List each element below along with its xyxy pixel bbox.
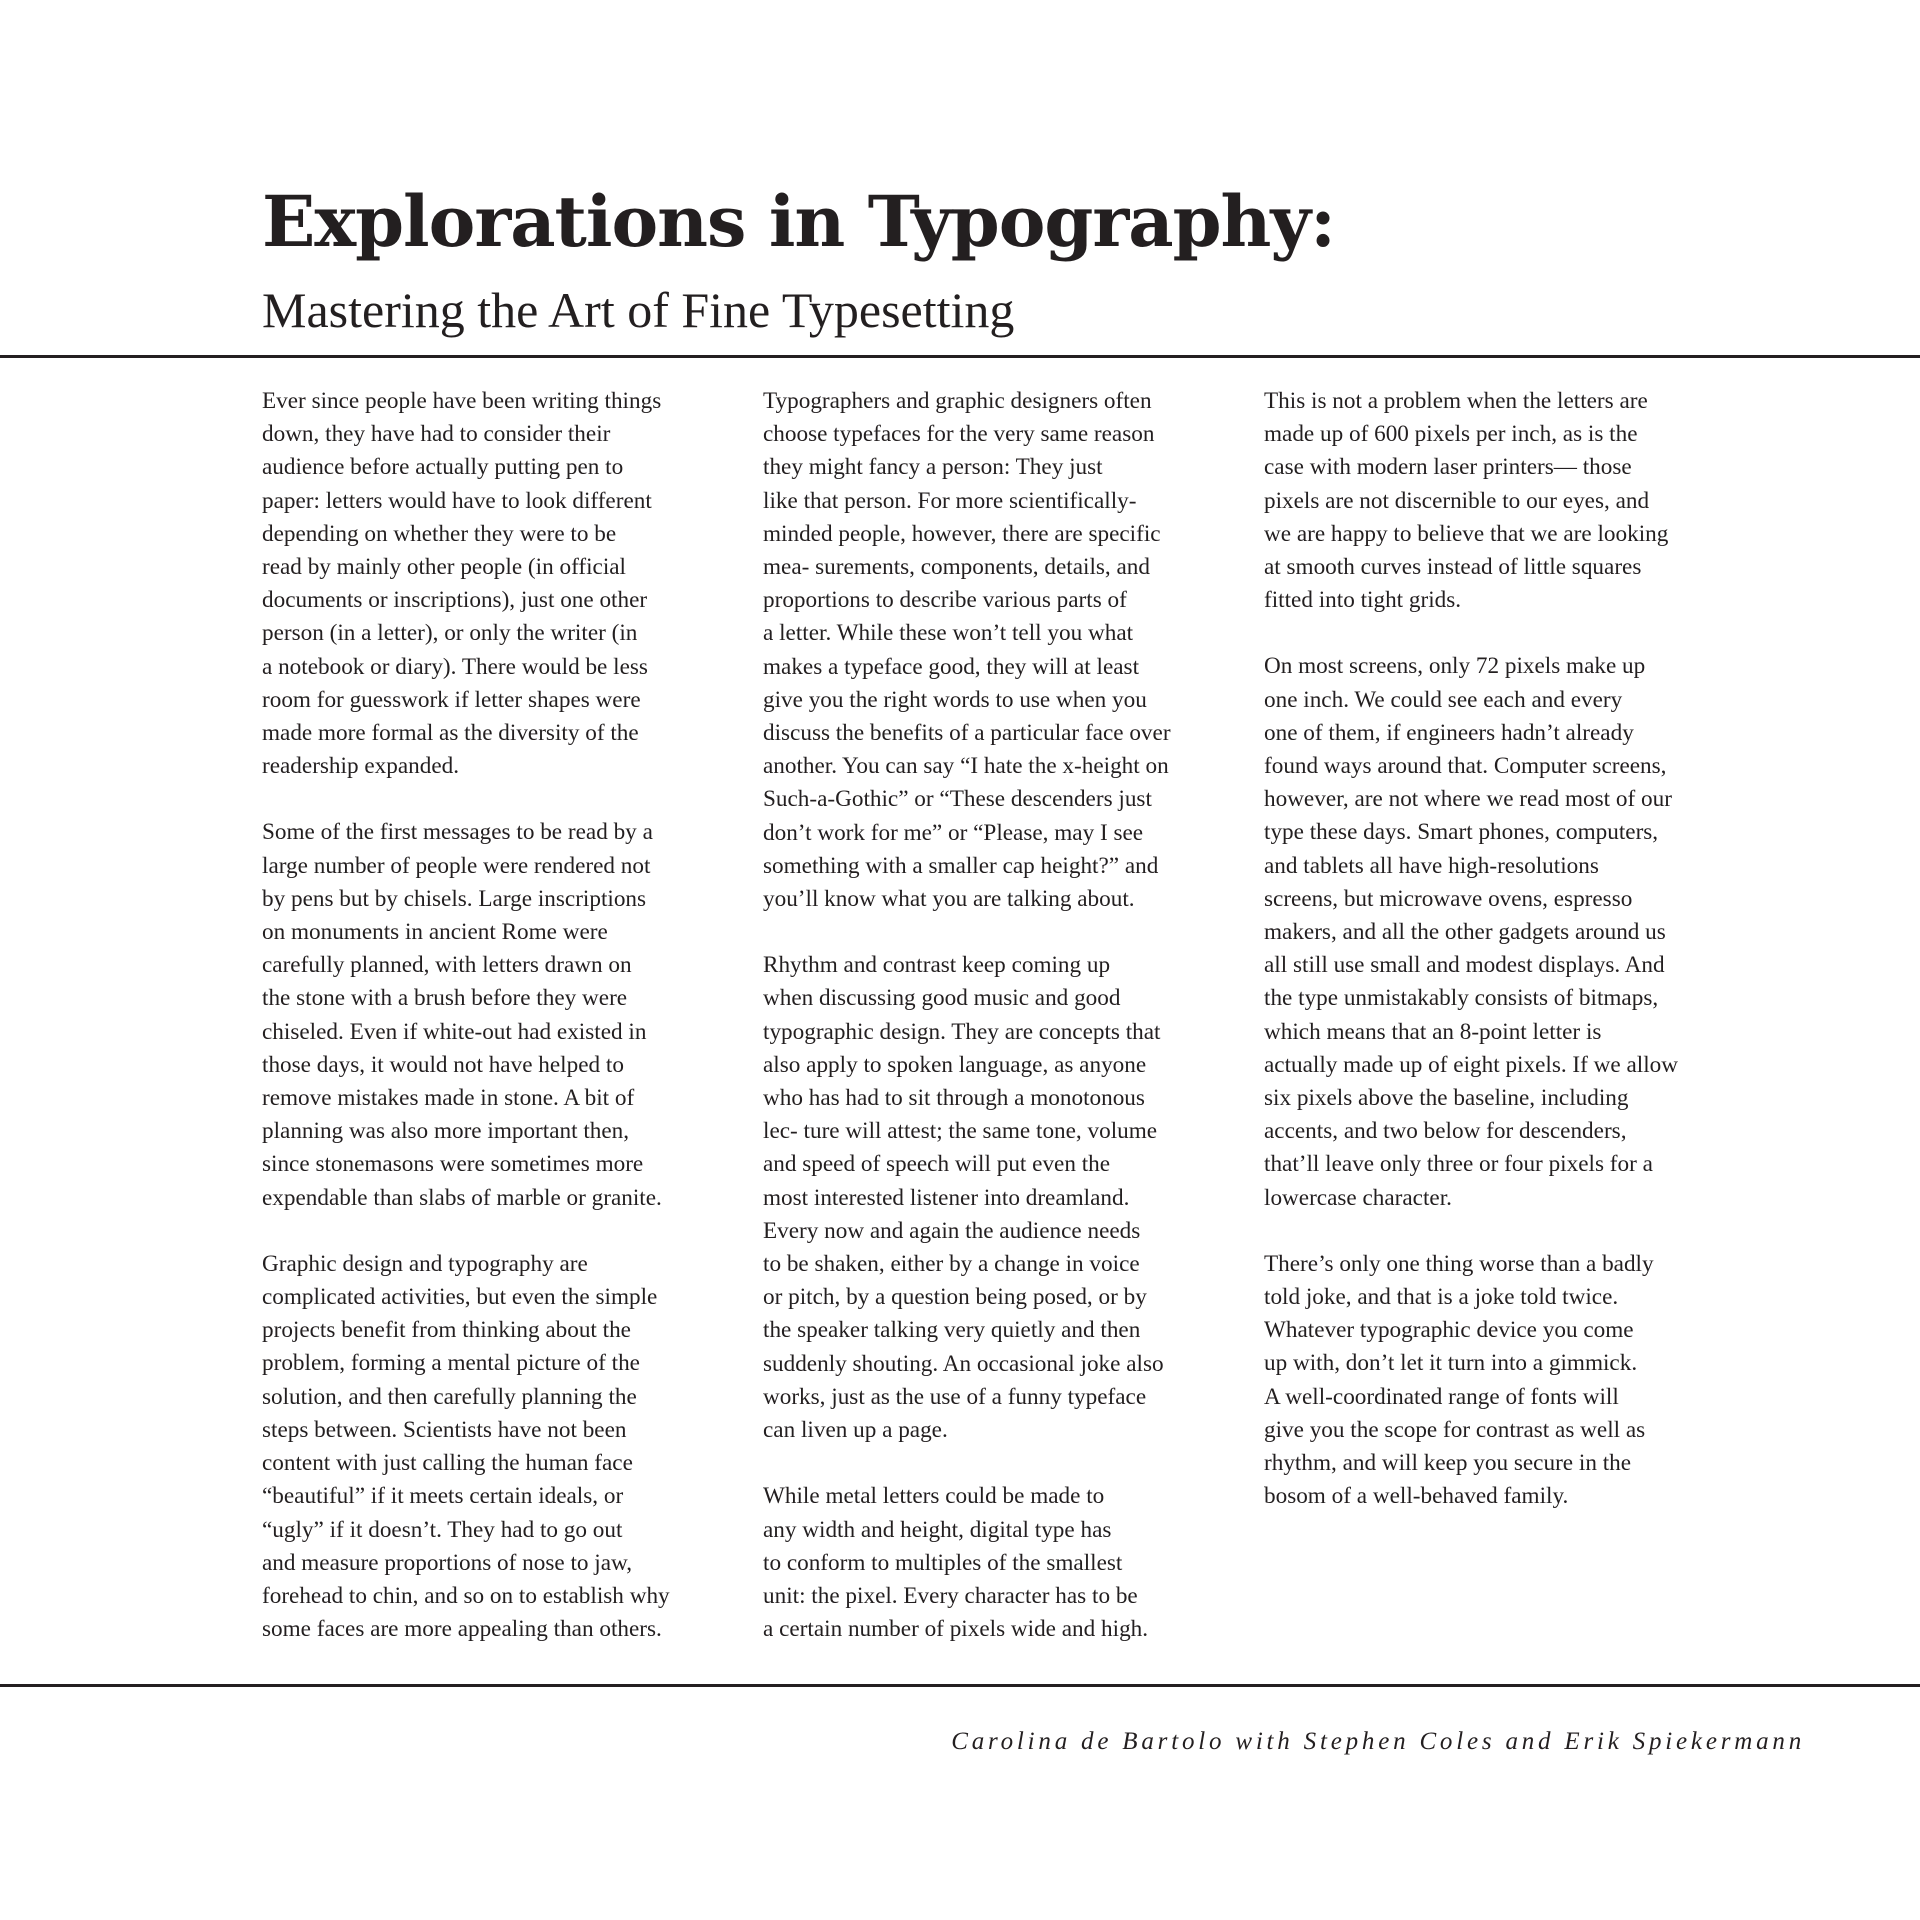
page-subtitle: Mastering the Art of Fine Typesetting bbox=[262, 282, 1015, 338]
text-columns bbox=[262, 385, 1762, 1665]
paragraph: This is not a problem when the letters are made up of 600 pixels per inch, as is the case with modern laser printers— those pixels are not discernible to our eyes, and we are happy to believe that we are looking at smooth curves instead of little squares fitted into tight grids. bbox=[1264, 388, 1669, 614]
paragraph: Rhythm and contrast keep coming up when discussing good music and good typographic design. They are concepts that also apply to spoken language, as anyone who has had to sit through a monotonous lec- ture will attest; the same tone, volume and speed of speech will put even the most interested listener into dreamland. Every now and again the audience needs to be shaken, either by a change in voice or pitch, by a question being posed, or by the speaker talking very quietly and then suddenly shouting. An occasional joke also works, just as the use of a funny typeface can liven up a page. bbox=[763, 952, 1164, 1444]
paragraph: Graphic design and typography are complicated activities, but even the simple projects benefit from thinking about the problem, forming a mental picture of the solution, and then carefully planning the steps between. Scientists have not been content with just calling the human face “beautiful” if it meets certain ideals, or “ugly” if it doesn’t. They had to go out and measure proportions of nose to jaw, forehead to chin, and so on to establish why some faces are more appealing than others. bbox=[262, 1250, 670, 1643]
paragraph: On most screens, only 72 pixels make up one inch. We could see each and every one of them, if engineers hadn’t already found ways around that. Computer screens, however, are not where we read most of our type these days. Smart phones, computers, and tablets all have high-resolutions screens, but microwave ovens, espresso makers, and all the other gadgets around us all still use small and modest displays. And the type unmistakably consists of bitmaps, which means that an 8-point letter is actually made up of eight pixels. If we allow six pixels above the baseline, including accents, and two below for descenders, that’ll leave only three or four pixels for a lowercase character. bbox=[1264, 653, 1679, 1211]
column-3 bbox=[1264, 385, 1734, 1514]
paragraph: Ever since people have been writing things down, they have had to consider their audience before actually putting pen to paper: letters would have to look different depending on whether they were to be read by mainly other people (in official documents or inscriptions), just one other person (in a letter), or only the writer (in a notebook or diary). There would be less room for guesswork if letter shapes were made more formal as the diversity of the readership expanded. bbox=[262, 388, 662, 780]
bottom-divider bbox=[0, 1684, 1920, 1687]
column-2 bbox=[763, 385, 1233, 1646]
top-divider bbox=[0, 355, 1920, 358]
column-1 bbox=[262, 385, 732, 1646]
author-credit: Carolina de Bartolo with Stephen Coles and Erik Spiekermann bbox=[951, 1728, 1805, 1755]
paragraph: While metal letters could be made to any width and height, digital type has to conform to multiples of the smallest unit: the pixel. Every character has to be a certain number of pixels wide and high. bbox=[763, 1483, 1149, 1643]
page-title: Explorations in Typography: bbox=[262, 180, 1335, 263]
paragraph: Typographers and graphic designers often choose typefaces for the very same reason they might fancy a person: They just like that person. For more scientifically- minded people, however, there are specific mea- surements, components, details, and proportions to describe various parts of a letter. While these won’t tell you what makes a typeface good, they will at least give you the right words to use when you discuss the benefits of a particular face over another. You can say “I hate the x-height on Such-a-Gothic” or “These descenders just don’t work for me” or “Please, may I see something with a smaller cap height?” and you’ll know what you are talking about. bbox=[763, 388, 1171, 913]
paragraph: Some of the first messages to be read by a large number of people were rendered not by pens but by chisels. Large inscriptions on monuments in ancient Rome were carefully planned, with letters drawn on the stone with a brush before they were chiseled. Even if white-out had existed in those days, it would not have helped to remove mistakes made in stone. A bit of planning was also more important then, since stonemasons were sometimes more expendable than slabs of marble or granite. bbox=[262, 819, 662, 1211]
paragraph: There’s only one thing worse than a badly told joke, and that is a joke told twice. Whatever typographic device you come up with, don’t let it turn into a gimmick. A well-coordinated range of fonts will give you the scope for contrast as well as rhythm, and will keep you secure in the bosom of a well-behaved family. bbox=[1264, 1250, 1654, 1510]
